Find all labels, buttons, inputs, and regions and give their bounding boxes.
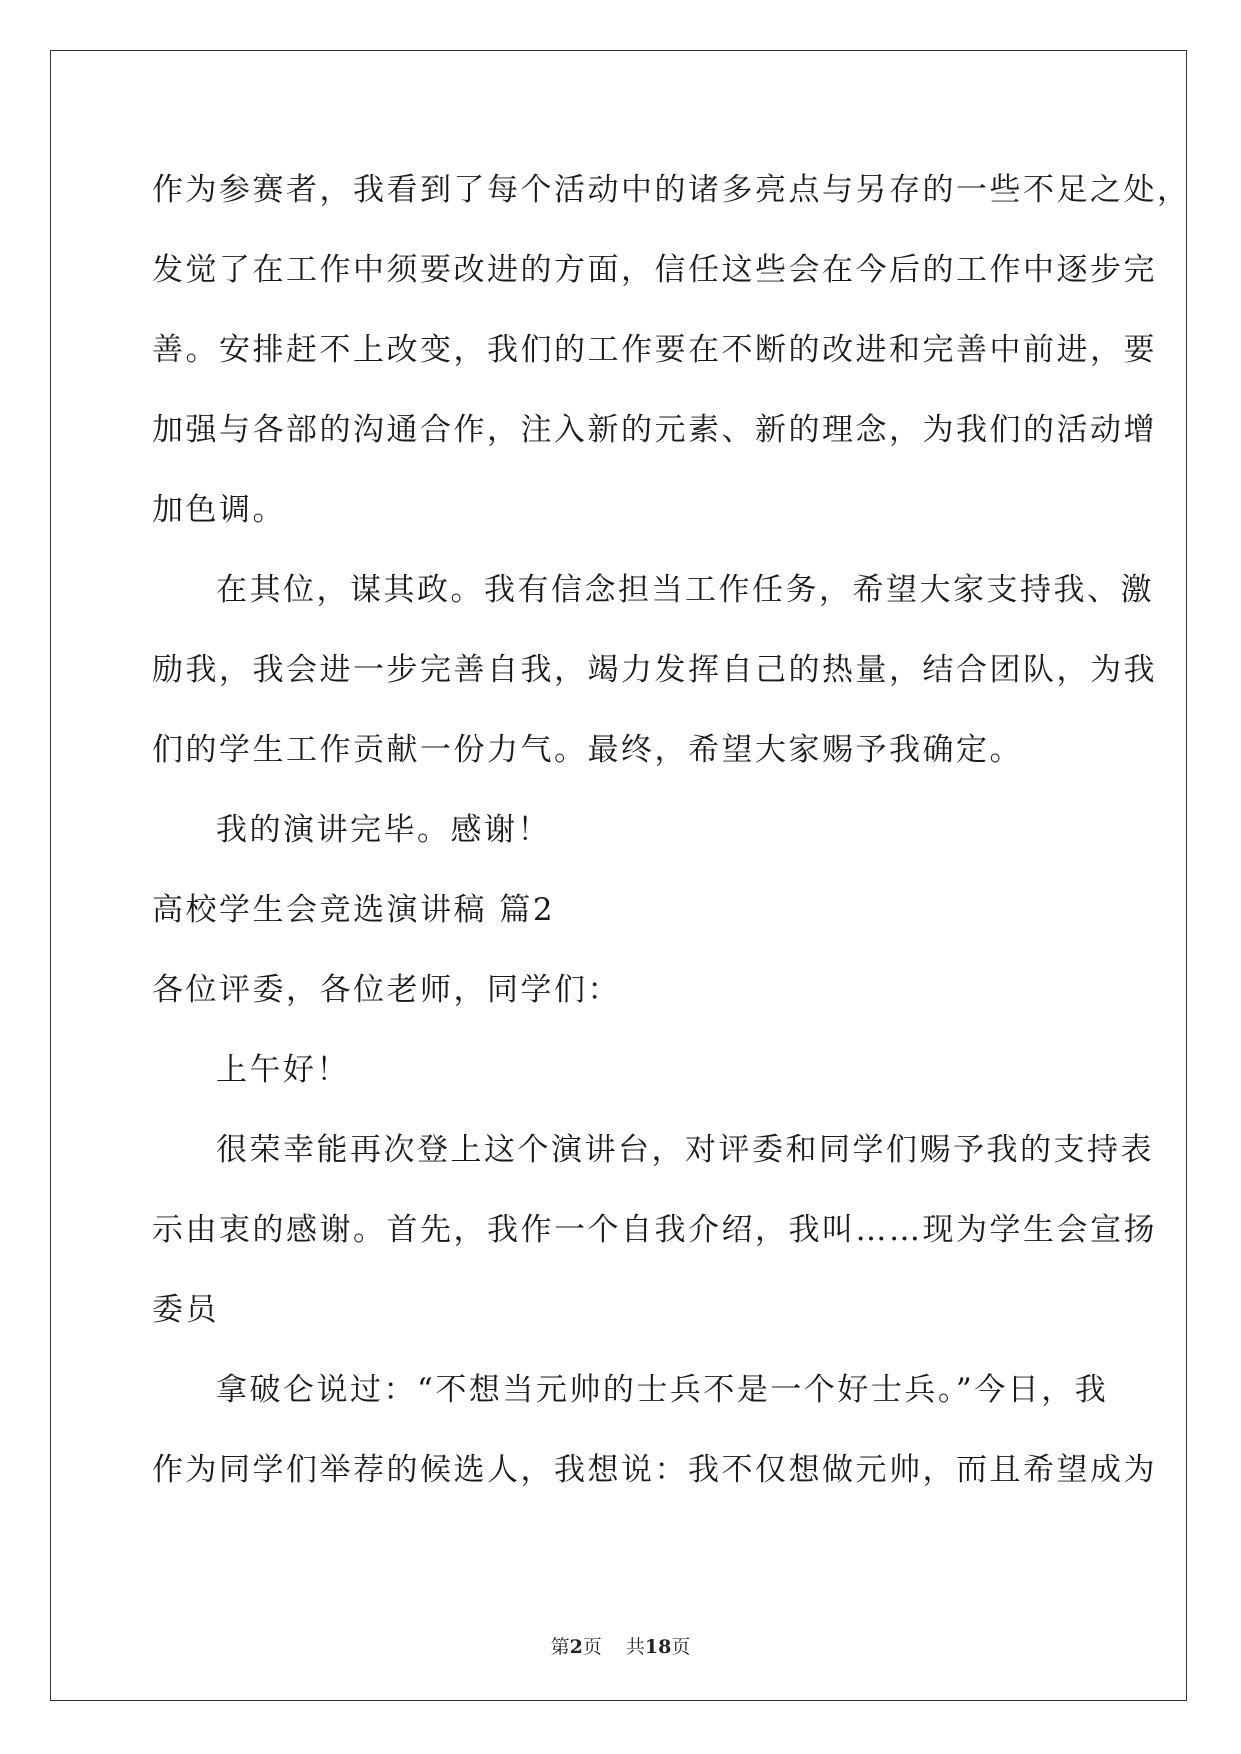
total-prefix: 共: [625, 1636, 645, 1658]
section-heading: 高校学生会竞选演讲稿 篇2: [152, 892, 556, 928]
text-line: 加色调。: [152, 492, 286, 528]
text-line: 们的学生工作贡献一份力气。最终，希望大家赐予我确定。: [152, 732, 1023, 768]
text-line: 发觉了在工作中须要改进的方面，信任这些会在今后的工作中逐步完: [152, 252, 1157, 288]
text-line: 委员: [152, 1292, 219, 1328]
text-line: 加强与各部的沟通合作，注入新的元素、新的理念，为我们的活动增: [152, 412, 1157, 448]
text-line: 励我，我会进一步完善自我，竭力发挥自己的热量，结合团队，为我: [152, 652, 1157, 688]
text-line: 善。安排赶不上改变，我们的工作要在不断的改进和完善中前进，要: [152, 332, 1157, 368]
text-line: 很荣幸能再次登上这个演讲台，对评委和同学们赐予我的支持表: [216, 1132, 1154, 1168]
greeting: 上午好！: [216, 1052, 350, 1088]
page-footer: [0, 1632, 1241, 1659]
page-number: 2: [569, 1636, 583, 1658]
page-suffix: 页: [582, 1636, 602, 1658]
page-prefix: 第: [550, 1636, 570, 1658]
text-line: 示由衷的感谢。首先，我作一个自我介绍，我叫……现为学生会宣扬: [152, 1212, 1157, 1248]
text-line: 我的演讲完毕。感谢！: [216, 812, 551, 848]
text-line: 作为同学们举荐的候选人，我想说：我不仅想做元帅，而且希望成为: [152, 1452, 1157, 1488]
text-line: 作为参赛者，我看到了每个活动中的诸多亮点与另存的一些不足之处，: [152, 172, 1191, 208]
text-line: 拿破仑说过：“不想当元帅的士兵不是一个好士兵。”今日，我: [216, 1372, 1109, 1408]
total-pages: 18: [644, 1636, 672, 1658]
total-suffix: 页: [671, 1636, 691, 1658]
salutation: 各位评委，各位老师，同学们：: [152, 972, 621, 1008]
document-body: [152, 162, 1191, 1522]
text-line: 在其位，谋其政。我有信念担当工作任务，希望大家支持我、激: [216, 572, 1154, 608]
